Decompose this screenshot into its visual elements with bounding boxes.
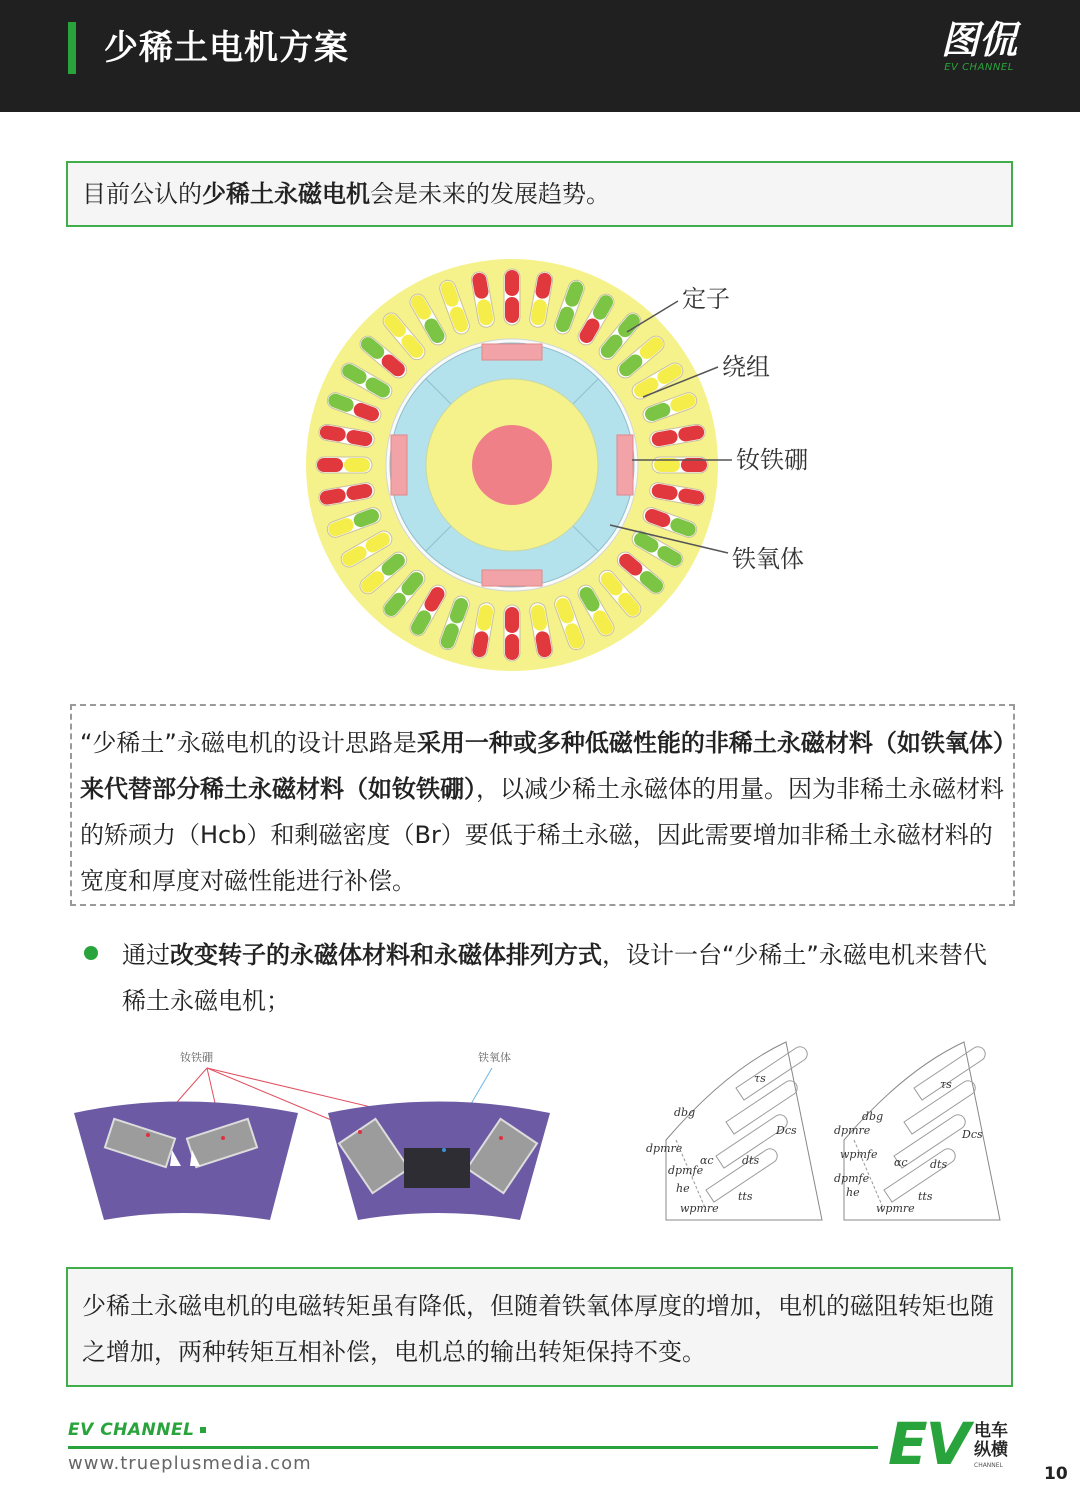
label-alpha-2: αc bbox=[894, 1156, 908, 1169]
geometry-parameter-figure bbox=[636, 1040, 1016, 1230]
conclusion-text: 少稀土永磁电机的电磁转矩虽有降低，但随着铁氧体厚度的增加，电机的磁阻转矩也随之增加，两种转矩互相补偿，电机总的输出转矩保持不变。 bbox=[82, 1292, 994, 1366]
label-dcp-1: dpmfe bbox=[668, 1164, 704, 1177]
ev-logo-channel: CHANNEL bbox=[974, 1462, 1003, 1469]
label-alpha-1: αc bbox=[700, 1154, 714, 1167]
conclusion-box bbox=[66, 1267, 1013, 1387]
ev-logo-mark: EV bbox=[888, 1410, 969, 1478]
page-number: 10 bbox=[1044, 1464, 1068, 1484]
ndfeb-magnet bbox=[482, 344, 542, 360]
ferrite-magnet bbox=[404, 1148, 470, 1188]
label-stator: 定子 bbox=[682, 285, 730, 313]
ndfeb-magnet bbox=[391, 435, 407, 495]
ndfeb-magnet bbox=[617, 435, 633, 495]
brand-logo-sub: EV CHANNEL bbox=[944, 62, 1014, 73]
design-text: “少稀土”永磁电机的设计思路是采用一种或多种低磁性能的非稀土永磁材料（如铁氧体）来代替部分稀土永磁材料（如钕铁硼），以减少稀土永磁体的用量。因为非稀土永磁材料的矫顽力（Hcb）和剩磁密度（Br）要低于稀土永磁，因此需要增加非稀土永磁材料的宽度和厚度对磁性能进行补偿。 bbox=[80, 729, 1005, 895]
label-tau-s-1: τs bbox=[754, 1072, 766, 1085]
motor-cross-section bbox=[300, 255, 840, 685]
rotor-comparison-figure bbox=[60, 1040, 560, 1230]
label-ferrite: 铁氧体 bbox=[732, 545, 804, 573]
label-dpmre-2: dpmre bbox=[834, 1124, 871, 1137]
bullet-dot bbox=[84, 946, 98, 960]
design-box bbox=[70, 704, 1015, 906]
label-wpmfe-2: wpmfe bbox=[840, 1148, 878, 1161]
footer-divider bbox=[68, 1446, 878, 1449]
label-ferrite-fig: 铁氧体 bbox=[478, 1051, 511, 1064]
page-header bbox=[0, 0, 1080, 112]
rotor-sector-left bbox=[74, 1102, 298, 1221]
label-dts-1: dts bbox=[742, 1154, 760, 1167]
label-dcs-1: Dcs bbox=[776, 1124, 797, 1137]
winding-slot bbox=[504, 605, 520, 661]
label-wpmre-1: wpmre bbox=[680, 1202, 719, 1215]
label-ndfeb: 钕铁硼 bbox=[736, 446, 808, 474]
label-tts-1: tts bbox=[738, 1190, 753, 1203]
label-dpmre-1: dpmre bbox=[646, 1142, 683, 1155]
label-tts-2: tts bbox=[918, 1190, 933, 1203]
label-ndfeb-fig: 钕铁硼 bbox=[180, 1051, 213, 1064]
winding-slot bbox=[316, 457, 372, 473]
intro-box bbox=[66, 161, 1013, 227]
footer-url[interactable]: www.trueplusmedia.com bbox=[68, 1453, 312, 1474]
label-wpmre-2: wpmre bbox=[876, 1202, 915, 1215]
label-dpmfe-2: dpmfe bbox=[834, 1172, 870, 1185]
label-winding: 绕组 bbox=[722, 353, 770, 381]
footer-brand: EV CHANNEL bbox=[68, 1420, 206, 1440]
intro-text: 目前公认的少稀土永磁电机会是未来的发展趋势。 bbox=[82, 180, 610, 208]
brand-logo bbox=[934, 18, 1024, 74]
label-dcs-2: Dcs bbox=[962, 1128, 983, 1141]
ev-logo bbox=[888, 1410, 1018, 1478]
label-he-1: he bbox=[676, 1182, 690, 1195]
shaft bbox=[472, 425, 552, 505]
label-dbg-1: dbg bbox=[674, 1106, 696, 1119]
ev-logo-cn: 电车 纵横 bbox=[974, 1421, 1008, 1460]
bullet-text: 通过改变转子的永磁体材料和永磁体排列方式，设计一台“少稀土”永磁电机来替代稀土永磁电机； bbox=[122, 941, 987, 1015]
label-he-2: he bbox=[846, 1186, 860, 1199]
ndfeb-magnet bbox=[482, 570, 542, 586]
brand-logo-glyph: 图侃 bbox=[940, 18, 1017, 62]
winding-slot bbox=[504, 269, 520, 325]
header-accent-bar bbox=[68, 22, 76, 74]
label-dbg-2: dbg bbox=[862, 1110, 884, 1123]
label-tau-s-2: τs bbox=[940, 1078, 952, 1091]
page-title: 少稀土电机方案 bbox=[104, 28, 349, 68]
label-dts-2: dts bbox=[930, 1158, 948, 1171]
